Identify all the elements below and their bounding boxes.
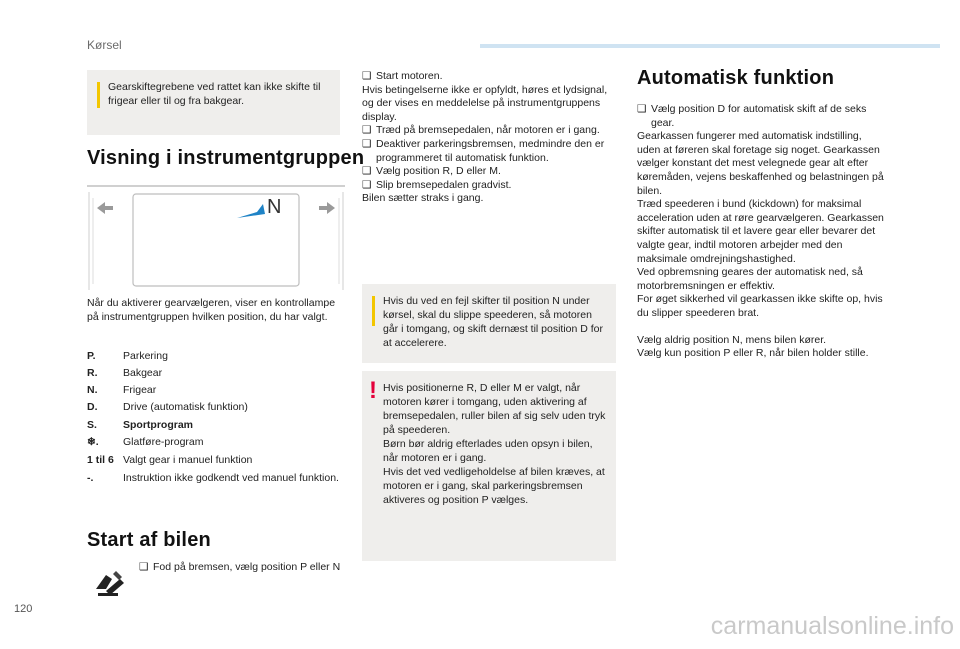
auto-para-4: For øget sikkerhed vil gearkassen ikke skifte op, hvis du slipper speederen brat.: [637, 293, 883, 319]
checkbox-icon: ❑: [362, 178, 372, 191]
checkbox-icon: ❑: [362, 137, 372, 150]
start-title: Start af bilen: [87, 529, 211, 551]
visning-intro: Når du aktiverer gearvælgeren, viser en kontrollampe på instrumentgruppen hvilken position, du har valgt.: [87, 297, 336, 323]
step-item: ❑ Deaktiver parkeringsbremsen, medmindre den er programmeret til automatisk funktion.: [362, 137, 605, 164]
instrument-display-illustration: [87, 180, 345, 292]
visning-title: Visning i instrumentgruppen: [87, 147, 365, 169]
warning-text-3: Hvis det ved vedligeholdelse af bilen kræves, at motoren er i gang, skal parkeringsbremsen aktiveres og position P vælges.: [383, 466, 605, 506]
note-info-text: Hvis du ved en fejl skifter til position N under kørsel, skal du slippe speederen, så motoren går i tomgang, og skift dernæst til position D for at accelerere.: [383, 295, 604, 349]
middle-para-2: Bilen sætter straks i gang.: [362, 192, 484, 205]
checkbox-icon: ❑: [362, 70, 372, 82]
checkbox-icon: ❑: [637, 103, 647, 115]
auto-para-1: Gearkassen fungerer med automatisk indstilling, uden at føreren skal foretage sig noget. Gearkassen vælger konstant det mest velegnede gear alt efter køremåden, vejens beskaffenhed og belastningen på bilen.: [637, 130, 884, 197]
foot-pedal-icon: [92, 565, 128, 599]
middle-steps: [362, 70, 617, 206]
step-item: ❑ Vælg position R, D eller M.: [362, 165, 501, 178]
info-marker: [372, 296, 375, 326]
start-step-1: ❑ Fod på bremsen, vælg position P eller N: [139, 561, 341, 573]
warning-box: [362, 371, 616, 561]
warning-text-1: Hvis positionerne R, D eller M er valgt, når motoren kører i tomgang, uden aktivering af bremsepedalen, ruller bilen af sig selv uden tryk på speederen.: [383, 382, 606, 436]
step-item: ❑ Start motoren.: [362, 70, 443, 82]
step-item: ❑ Slip bremsepedalen gradvist.: [362, 178, 512, 191]
instrument-display-svg: [87, 180, 345, 292]
checkbox-icon: ❑: [139, 561, 149, 573]
display-letter: N: [267, 196, 282, 218]
note-gear: [87, 70, 340, 135]
auto-para-5: Vælg aldrig position N, mens bilen kører.: [637, 333, 827, 346]
auto-para-2: Træd speederen i bund (kickdown) for maksimal acceleration uden at røre gearvælgeren. Gearkassen skifter automatisk til et lavere gear eller bevarer det valgte gear, indtil motoren arbejder med den maksimale omdrejningshastighed.: [637, 198, 884, 265]
auto-para-3: Ved opbremsning geares der automatisk ned, så motorbremsningen er effektiv.: [637, 266, 863, 292]
warning-text-2: Børn bør aldrig efterlades uden opsyn i bilen, når motoren er i gang.: [383, 438, 593, 464]
checkbox-icon: ❑: [362, 165, 372, 178]
page-number: 120: [14, 603, 33, 615]
info-marker: [97, 82, 100, 108]
warning-icon: !: [369, 377, 377, 404]
checkbox-icon: ❑: [362, 124, 372, 137]
watermark: carmanualsonline.info: [710, 612, 954, 640]
auto-title: Automatisk funktion: [637, 67, 835, 89]
note-info: [362, 284, 616, 363]
auto-body: [637, 103, 887, 361]
auto-para-6: Vælg kun position P eller R, når bilen holder stille.: [637, 347, 869, 360]
section-title: Kørsel: [87, 38, 122, 52]
step-item: ❑ Træd på bremsepedalen, når motoren er i gang.: [362, 124, 600, 137]
middle-para-1: Hvis betingelserne ikke er opfyldt, høres et lydsignal, og der vises en meddelelse på instrumentgruppens display.: [362, 83, 608, 123]
step-item: ❑ Vælg position D for automatisk skift af de seks gear.: [637, 103, 867, 129]
header-bar: [480, 44, 940, 48]
note-gear-text: Gearskiftegrebene ved rattet kan ikke skifte til frigear eller til og fra bakgear.: [108, 81, 321, 107]
